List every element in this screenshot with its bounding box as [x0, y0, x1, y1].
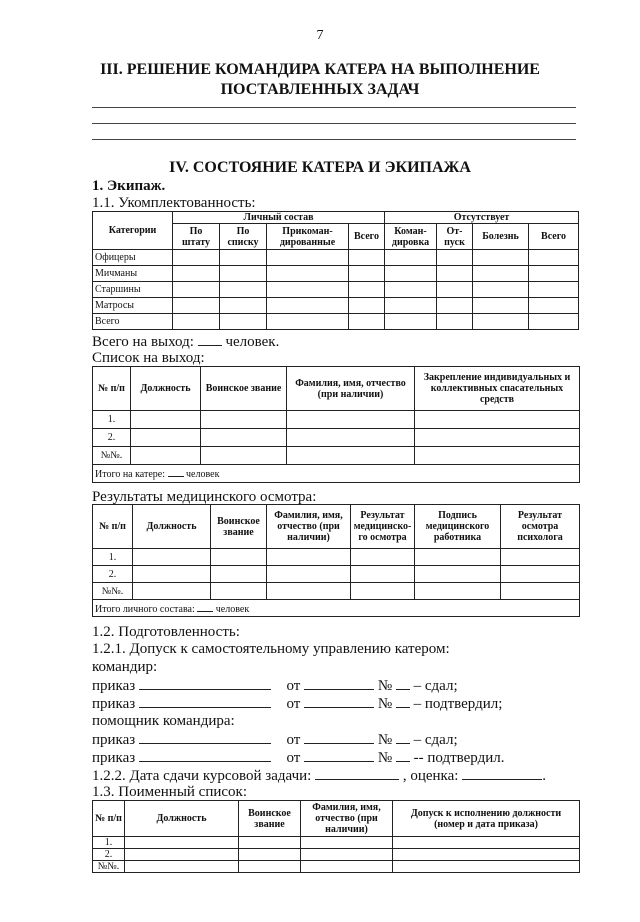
- row-number: 1.: [93, 549, 133, 566]
- cell[interactable]: [267, 266, 349, 282]
- total-out-line: [92, 333, 279, 351]
- assistant-order-confirmed: [92, 749, 505, 767]
- order-num-input[interactable]: [396, 695, 410, 708]
- order-number-input[interactable]: [139, 695, 271, 708]
- medical-total-prefix: Итого личного состава:: [95, 603, 195, 615]
- cell[interactable]: [301, 861, 393, 873]
- table-row: [93, 861, 580, 873]
- course-task-label: 1.2.2. Дата сдачи курсовой задачи:: [92, 768, 312, 784]
- cell[interactable]: [415, 566, 501, 583]
- cell[interactable]: [267, 282, 349, 298]
- cell[interactable]: [267, 250, 349, 266]
- cell[interactable]: [349, 314, 385, 330]
- cell[interactable]: [133, 549, 211, 566]
- col-total: Всего: [349, 224, 385, 250]
- out-list-table: [92, 366, 580, 483]
- out-total-row: [93, 465, 580, 483]
- col-position: Должность: [131, 367, 201, 411]
- row-number: 1.: [93, 837, 125, 849]
- cell[interactable]: [173, 250, 220, 266]
- row-number: 1.: [93, 411, 131, 429]
- from-word: от: [286, 732, 301, 748]
- cell[interactable]: [529, 314, 579, 330]
- row-number: №№.: [93, 861, 125, 873]
- row-number: 2.: [93, 429, 131, 447]
- table-row: [93, 411, 580, 429]
- order-date-input[interactable]: [304, 695, 374, 708]
- cell[interactable]: [201, 447, 287, 465]
- section3-title-line2: ПОСТАВЛЕННЫХ ЗАДАЧ: [220, 81, 420, 98]
- cell[interactable]: [529, 282, 579, 298]
- out-total-blank[interactable]: [168, 467, 184, 477]
- table-row: [93, 549, 580, 566]
- row-label: Офицеры: [93, 250, 173, 266]
- col-signature: Подпись медицинского работника: [415, 505, 501, 549]
- cell[interactable]: [385, 266, 437, 282]
- cell[interactable]: [173, 282, 220, 298]
- table-row: [93, 282, 579, 298]
- blank-line[interactable]: [92, 123, 576, 124]
- row-label: Матросы: [93, 298, 173, 314]
- nominal-table: [92, 800, 580, 873]
- blank-line[interactable]: [92, 107, 576, 108]
- cell[interactable]: [131, 447, 201, 465]
- cell[interactable]: [501, 566, 580, 583]
- col-name: Фамилия, имя, отчество (при наличии): [301, 801, 393, 837]
- medical-table: [92, 504, 580, 617]
- cell[interactable]: [131, 429, 201, 447]
- total-out-suffix: человек.: [225, 334, 280, 350]
- cell[interactable]: [415, 411, 580, 429]
- cell[interactable]: [267, 583, 351, 600]
- cell[interactable]: [529, 250, 579, 266]
- cell[interactable]: [125, 861, 239, 873]
- cell[interactable]: [349, 250, 385, 266]
- assistant-order-passed: [92, 731, 458, 749]
- row-label: Мичманы: [93, 266, 173, 282]
- passed-label: – сдал;: [413, 732, 458, 748]
- cell[interactable]: [415, 549, 501, 566]
- cell[interactable]: [220, 266, 267, 282]
- cell[interactable]: [349, 298, 385, 314]
- col-by-list: По списку: [220, 224, 267, 250]
- col-name: Фамилия, имя, отчество (при наличии): [267, 505, 351, 549]
- assistant-label: помощник командира:: [92, 713, 235, 729]
- row-number: №№.: [93, 447, 131, 465]
- cell[interactable]: [529, 298, 579, 314]
- staffing-table: [92, 211, 579, 330]
- medical-heading: Результаты медицинского осмотра:: [92, 489, 317, 505]
- cell[interactable]: [501, 583, 580, 600]
- cell[interactable]: [473, 266, 529, 282]
- col-rank: Воинское звание: [211, 505, 267, 549]
- col-position: Должность: [125, 801, 239, 837]
- cell[interactable]: [349, 282, 385, 298]
- table-row: [93, 849, 580, 861]
- staffing-heading: 1.1. Укомплектованность:: [92, 195, 256, 211]
- order-date-input[interactable]: [304, 731, 374, 744]
- cell[interactable]: [267, 314, 349, 330]
- num-sign: №: [377, 732, 393, 748]
- confirmed-label: -- подтвердил.: [413, 750, 505, 766]
- cell[interactable]: [385, 298, 437, 314]
- cell[interactable]: [437, 282, 473, 298]
- cell[interactable]: [393, 837, 580, 849]
- cell[interactable]: [473, 250, 529, 266]
- col-num: № п/п: [93, 801, 125, 837]
- cell[interactable]: [201, 429, 287, 447]
- medical-total-blank[interactable]: [197, 602, 213, 612]
- cell[interactable]: [287, 429, 415, 447]
- section4-title: IV. СОСТОЯНИЕ КАТЕРА И ЭКИПАЖА: [169, 159, 471, 176]
- table-row: [93, 298, 579, 314]
- cell[interactable]: [393, 849, 580, 861]
- cell[interactable]: [239, 861, 301, 873]
- out-total-suffix: человек: [186, 469, 220, 480]
- table-row: [93, 837, 580, 849]
- cell[interactable]: [351, 566, 415, 583]
- cell[interactable]: [287, 447, 415, 465]
- cell[interactable]: [173, 314, 220, 330]
- admission-heading: 1.2.1. Допуск к самостоятельному управлению катером:: [92, 641, 450, 657]
- cell[interactable]: [473, 314, 529, 330]
- col-business-trip: Коман-дировка: [385, 224, 437, 250]
- section3-title-line1: III. РЕШЕНИЕ КОМАНДИРА КАТЕРА НА ВЫПОЛНЕНИЕ: [100, 61, 540, 78]
- cell[interactable]: [473, 282, 529, 298]
- cell[interactable]: [220, 298, 267, 314]
- grade-label: , оценка:: [402, 768, 459, 784]
- col-total2: Всего: [529, 224, 579, 250]
- cell[interactable]: [133, 583, 211, 600]
- table-row: [93, 250, 579, 266]
- col-vacation: От-пуск: [437, 224, 473, 250]
- readiness-heading: 1.2. Подготовленность:: [92, 624, 240, 640]
- table-row: [93, 314, 579, 330]
- col-psych: Результат осмотра психолога: [501, 505, 580, 549]
- passed-label: – сдал;: [413, 678, 458, 694]
- row-number: 2.: [93, 566, 133, 583]
- cell[interactable]: [211, 549, 267, 566]
- row-number: №№.: [93, 583, 133, 600]
- table-row: [93, 583, 580, 600]
- from-word: от: [286, 696, 301, 712]
- cell[interactable]: [220, 250, 267, 266]
- col-category: Категории: [93, 212, 173, 250]
- cell[interactable]: [301, 837, 393, 849]
- cell[interactable]: [211, 583, 267, 600]
- commander-label: командир:: [92, 659, 158, 675]
- cell[interactable]: [287, 411, 415, 429]
- confirmed-label: – подтвердил;: [413, 696, 503, 712]
- col-num: № п/п: [93, 505, 133, 549]
- order-word: приказ: [92, 750, 136, 766]
- order-word: приказ: [92, 678, 136, 694]
- table-row: [93, 447, 580, 465]
- col-by-staff: По штату: [173, 224, 220, 250]
- cell[interactable]: [211, 566, 267, 583]
- cell[interactable]: [239, 837, 301, 849]
- cell[interactable]: [201, 411, 287, 429]
- cell[interactable]: [220, 282, 267, 298]
- cell[interactable]: [529, 266, 579, 282]
- col-illness: Болезнь: [473, 224, 529, 250]
- medical-total-suffix: человек: [215, 603, 250, 615]
- cell[interactable]: [125, 837, 239, 849]
- table-row: [93, 266, 579, 282]
- order-number-input[interactable]: [139, 749, 271, 762]
- col-rescue: Закрепление индивидуальных и коллективных спасательных средств: [415, 367, 580, 411]
- out-list-heading: Список на выход:: [92, 350, 205, 366]
- total-out-blank[interactable]: [198, 333, 222, 346]
- order-num-input[interactable]: [396, 731, 410, 744]
- order-number-input[interactable]: [139, 731, 271, 744]
- group-absent: Отсутствует: [385, 212, 579, 224]
- num-sign: №: [377, 750, 393, 766]
- cell[interactable]: [501, 549, 580, 566]
- cell[interactable]: [267, 566, 351, 583]
- cell[interactable]: [437, 298, 473, 314]
- order-date-input[interactable]: [304, 749, 374, 762]
- table-row: [93, 566, 580, 583]
- num-sign: №: [377, 678, 393, 694]
- cell[interactable]: [301, 849, 393, 861]
- from-word: от: [286, 750, 301, 766]
- cell[interactable]: [125, 849, 239, 861]
- col-rank: Воинское звание: [201, 367, 287, 411]
- cell[interactable]: [385, 282, 437, 298]
- cell[interactable]: [220, 314, 267, 330]
- cell[interactable]: [239, 849, 301, 861]
- cell[interactable]: [351, 583, 415, 600]
- order-word: приказ: [92, 732, 136, 748]
- crew-heading: 1. Экипаж.: [92, 178, 166, 194]
- cell[interactable]: [415, 429, 580, 447]
- medical-total-row: [93, 600, 580, 617]
- page-number: 7: [316, 28, 324, 43]
- cell[interactable]: [415, 583, 501, 600]
- row-label: Всего: [93, 314, 173, 330]
- col-name: Фамилия, имя, отчество (при наличии): [287, 367, 415, 411]
- blank-line[interactable]: [92, 139, 576, 140]
- cell[interactable]: [173, 298, 220, 314]
- commander-order-confirmed: [92, 695, 502, 713]
- course-task-date-input[interactable]: [315, 767, 399, 780]
- cell[interactable]: [385, 250, 437, 266]
- order-number-input[interactable]: [139, 677, 271, 690]
- out-total-prefix: Итого на катере:: [95, 469, 166, 480]
- cell[interactable]: [473, 298, 529, 314]
- cell[interactable]: [267, 298, 349, 314]
- col-rank: Воинское звание: [239, 801, 301, 837]
- cell[interactable]: [351, 549, 415, 566]
- col-attached: Прикоман-дированные: [267, 224, 349, 250]
- order-num-input[interactable]: [396, 749, 410, 762]
- course-task-line: 1.2.2. Дата сдачи курсовой задачи: , оценка: .: [92, 768, 546, 784]
- col-position: Должность: [133, 505, 211, 549]
- num-sign: №: [377, 696, 393, 712]
- group-personnel: Личный состав: [173, 212, 385, 224]
- col-result: Результат медицинско-го осмотра: [351, 505, 415, 549]
- grade-input[interactable]: [462, 767, 542, 780]
- cell[interactable]: [267, 549, 351, 566]
- cell[interactable]: [131, 411, 201, 429]
- cell[interactable]: [437, 266, 473, 282]
- cell[interactable]: [385, 314, 437, 330]
- order-word: приказ: [92, 696, 136, 712]
- cell[interactable]: [437, 314, 473, 330]
- row-number: 2.: [93, 849, 125, 861]
- cell[interactable]: [393, 861, 580, 873]
- cell[interactable]: [133, 566, 211, 583]
- cell[interactable]: [415, 447, 580, 465]
- order-num-input[interactable]: [396, 677, 410, 690]
- order-date-input[interactable]: [304, 677, 374, 690]
- col-num: № п/п: [93, 367, 131, 411]
- total-out-prefix: Всего на выход:: [92, 334, 194, 350]
- cell[interactable]: [437, 250, 473, 266]
- row-label: Старшины: [93, 282, 173, 298]
- cell[interactable]: [173, 266, 220, 282]
- commander-order-passed: [92, 677, 458, 695]
- col-admission: Допуск к исполнению должности (номер и дата приказа): [393, 801, 580, 837]
- cell[interactable]: [349, 266, 385, 282]
- from-word: от: [286, 678, 301, 694]
- nominal-heading: 1.3. Поименный список:: [92, 784, 247, 800]
- table-row: [93, 429, 580, 447]
